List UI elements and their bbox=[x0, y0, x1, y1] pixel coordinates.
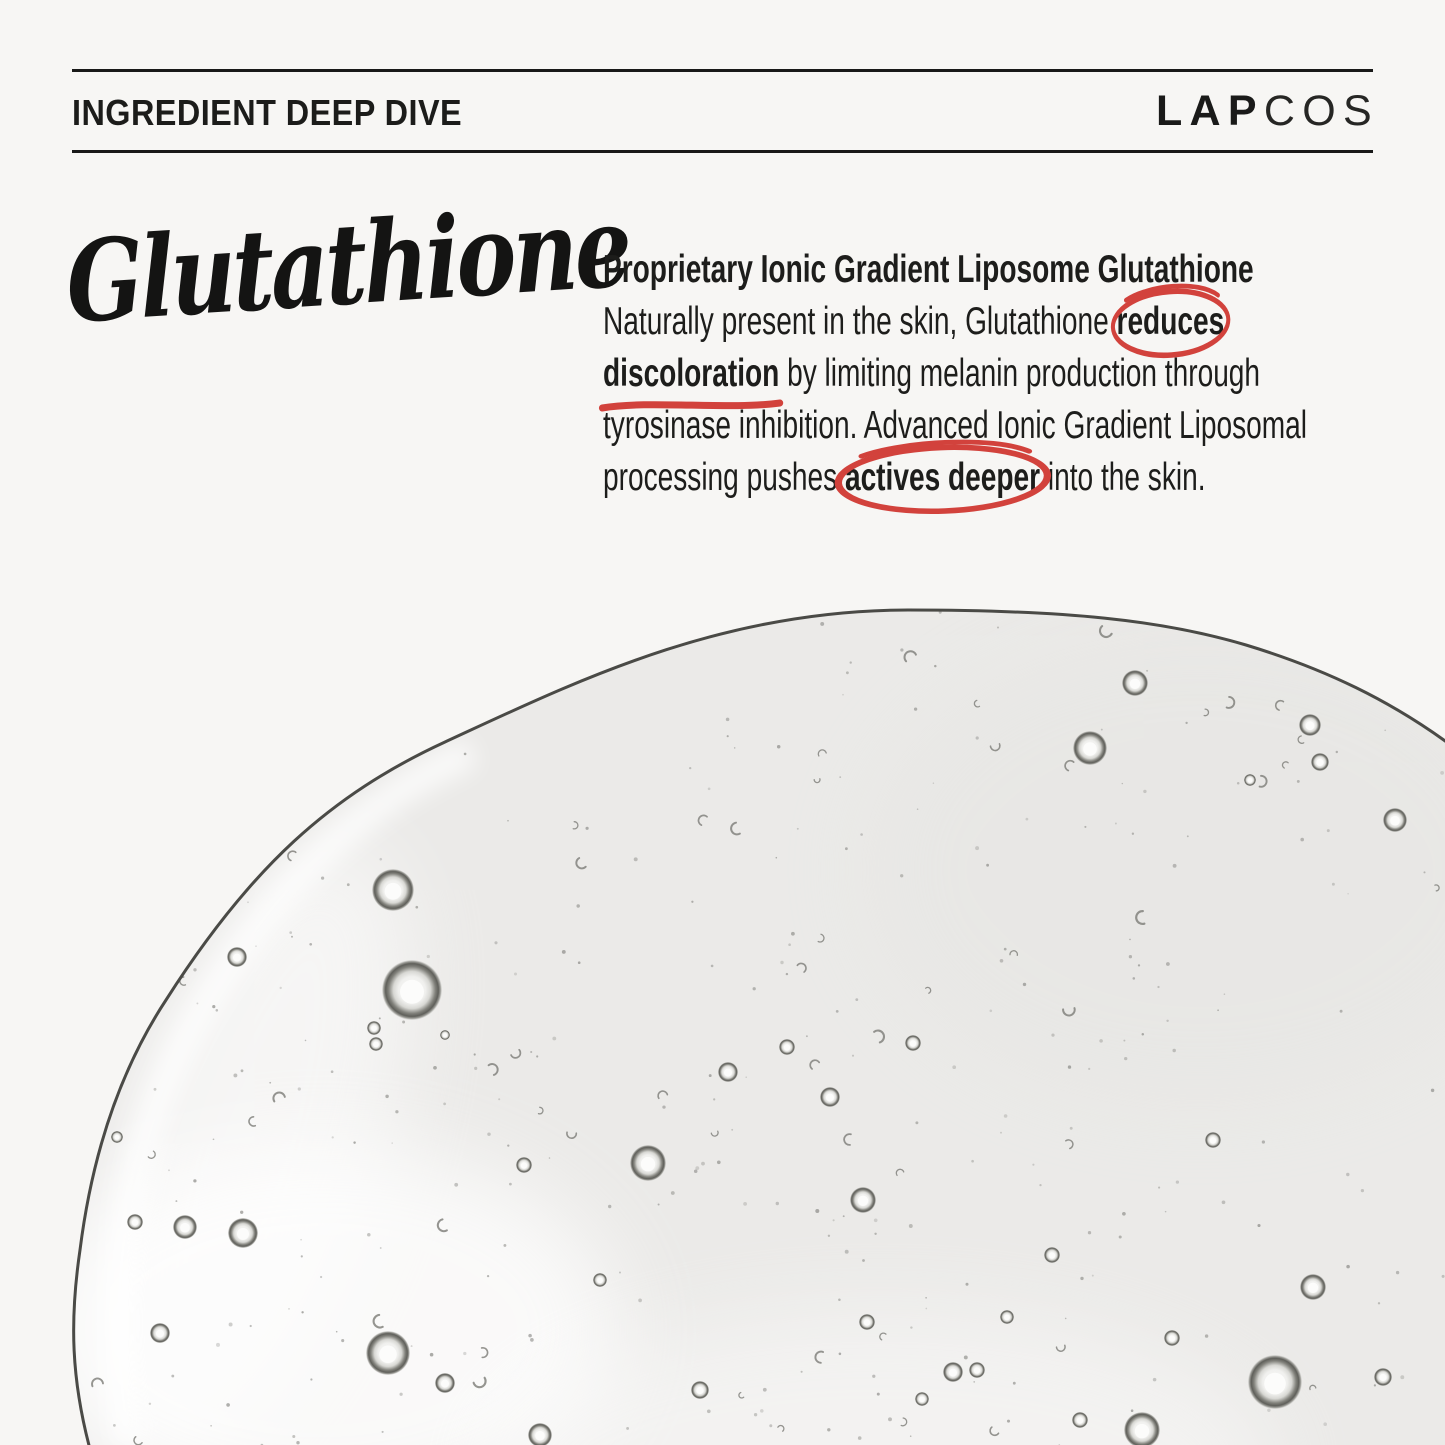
bubble bbox=[372, 869, 414, 911]
bubble bbox=[905, 1035, 921, 1051]
bubble bbox=[150, 1323, 170, 1343]
copy-line bbox=[603, 296, 1395, 348]
bubble bbox=[779, 1039, 795, 1055]
bubble bbox=[820, 1087, 840, 1107]
serum-gel-blob bbox=[0, 560, 1445, 1445]
bubble bbox=[630, 1145, 666, 1181]
bubble bbox=[1299, 714, 1321, 736]
header-top-rule bbox=[72, 69, 1373, 72]
bubble bbox=[850, 1187, 876, 1213]
highlighted-word: actives deeper bbox=[845, 452, 1040, 504]
copy-line bbox=[603, 400, 1395, 452]
bubble bbox=[969, 1362, 985, 1378]
ingredient-script-title: Glutathione bbox=[64, 181, 632, 349]
highlighted-word: reduces bbox=[1117, 296, 1225, 348]
bubble bbox=[859, 1314, 875, 1330]
bubble bbox=[1248, 1355, 1302, 1409]
bubble bbox=[593, 1273, 607, 1287]
bubble bbox=[1244, 774, 1256, 786]
bubble bbox=[228, 1218, 258, 1248]
header-label: INGREDIENT DEEP DIVE bbox=[72, 92, 463, 133]
copy-line bbox=[603, 348, 1395, 400]
highlighted-word: discoloration bbox=[603, 348, 779, 400]
bubble bbox=[1383, 808, 1407, 832]
copy-text: into the skin. bbox=[1040, 456, 1206, 499]
bubble bbox=[516, 1157, 532, 1173]
header-bottom-rule bbox=[72, 150, 1373, 153]
bubble bbox=[440, 1030, 450, 1040]
bubble bbox=[943, 1362, 963, 1382]
bubble bbox=[915, 1392, 929, 1406]
bubble bbox=[127, 1214, 143, 1230]
copy-block bbox=[603, 244, 1395, 504]
bubble bbox=[718, 1062, 738, 1082]
brand-logo bbox=[1156, 87, 1379, 136]
bubble bbox=[173, 1215, 197, 1239]
bubble bbox=[227, 947, 247, 967]
bubble bbox=[435, 1373, 455, 1393]
bubble bbox=[1122, 670, 1148, 696]
brand-cos-text: COS bbox=[1263, 87, 1379, 135]
copy-line bbox=[603, 452, 1395, 504]
copy-lines bbox=[603, 296, 1395, 504]
copy-heading: Proprietary Ionic Gradient Liposome Glutathione bbox=[603, 248, 1254, 291]
bubble bbox=[691, 1381, 709, 1399]
bubble bbox=[382, 960, 442, 1020]
copy-text: tyrosinase inhibition. Advanced Ionic Gradient Liposomal bbox=[603, 404, 1307, 447]
bubble bbox=[1205, 1132, 1221, 1148]
bubble bbox=[111, 1131, 123, 1143]
bubble bbox=[1000, 1310, 1014, 1324]
bubble bbox=[366, 1331, 410, 1375]
bubble bbox=[1044, 1247, 1060, 1263]
copy-text: Naturally present in the skin, Glutathione bbox=[603, 300, 1117, 343]
bubble bbox=[1072, 1412, 1088, 1428]
copy-text: by limiting melanin production through bbox=[779, 352, 1261, 395]
bubble bbox=[367, 1021, 381, 1035]
bubble bbox=[1300, 1274, 1326, 1300]
copy-text: processing pushes bbox=[603, 456, 845, 499]
bubble bbox=[1374, 1368, 1392, 1386]
brand-lap-text: LAP bbox=[1155, 87, 1264, 135]
bubble bbox=[1311, 753, 1329, 771]
bubble bbox=[1164, 1330, 1180, 1346]
bubble bbox=[369, 1037, 383, 1051]
bubble bbox=[1073, 731, 1107, 765]
